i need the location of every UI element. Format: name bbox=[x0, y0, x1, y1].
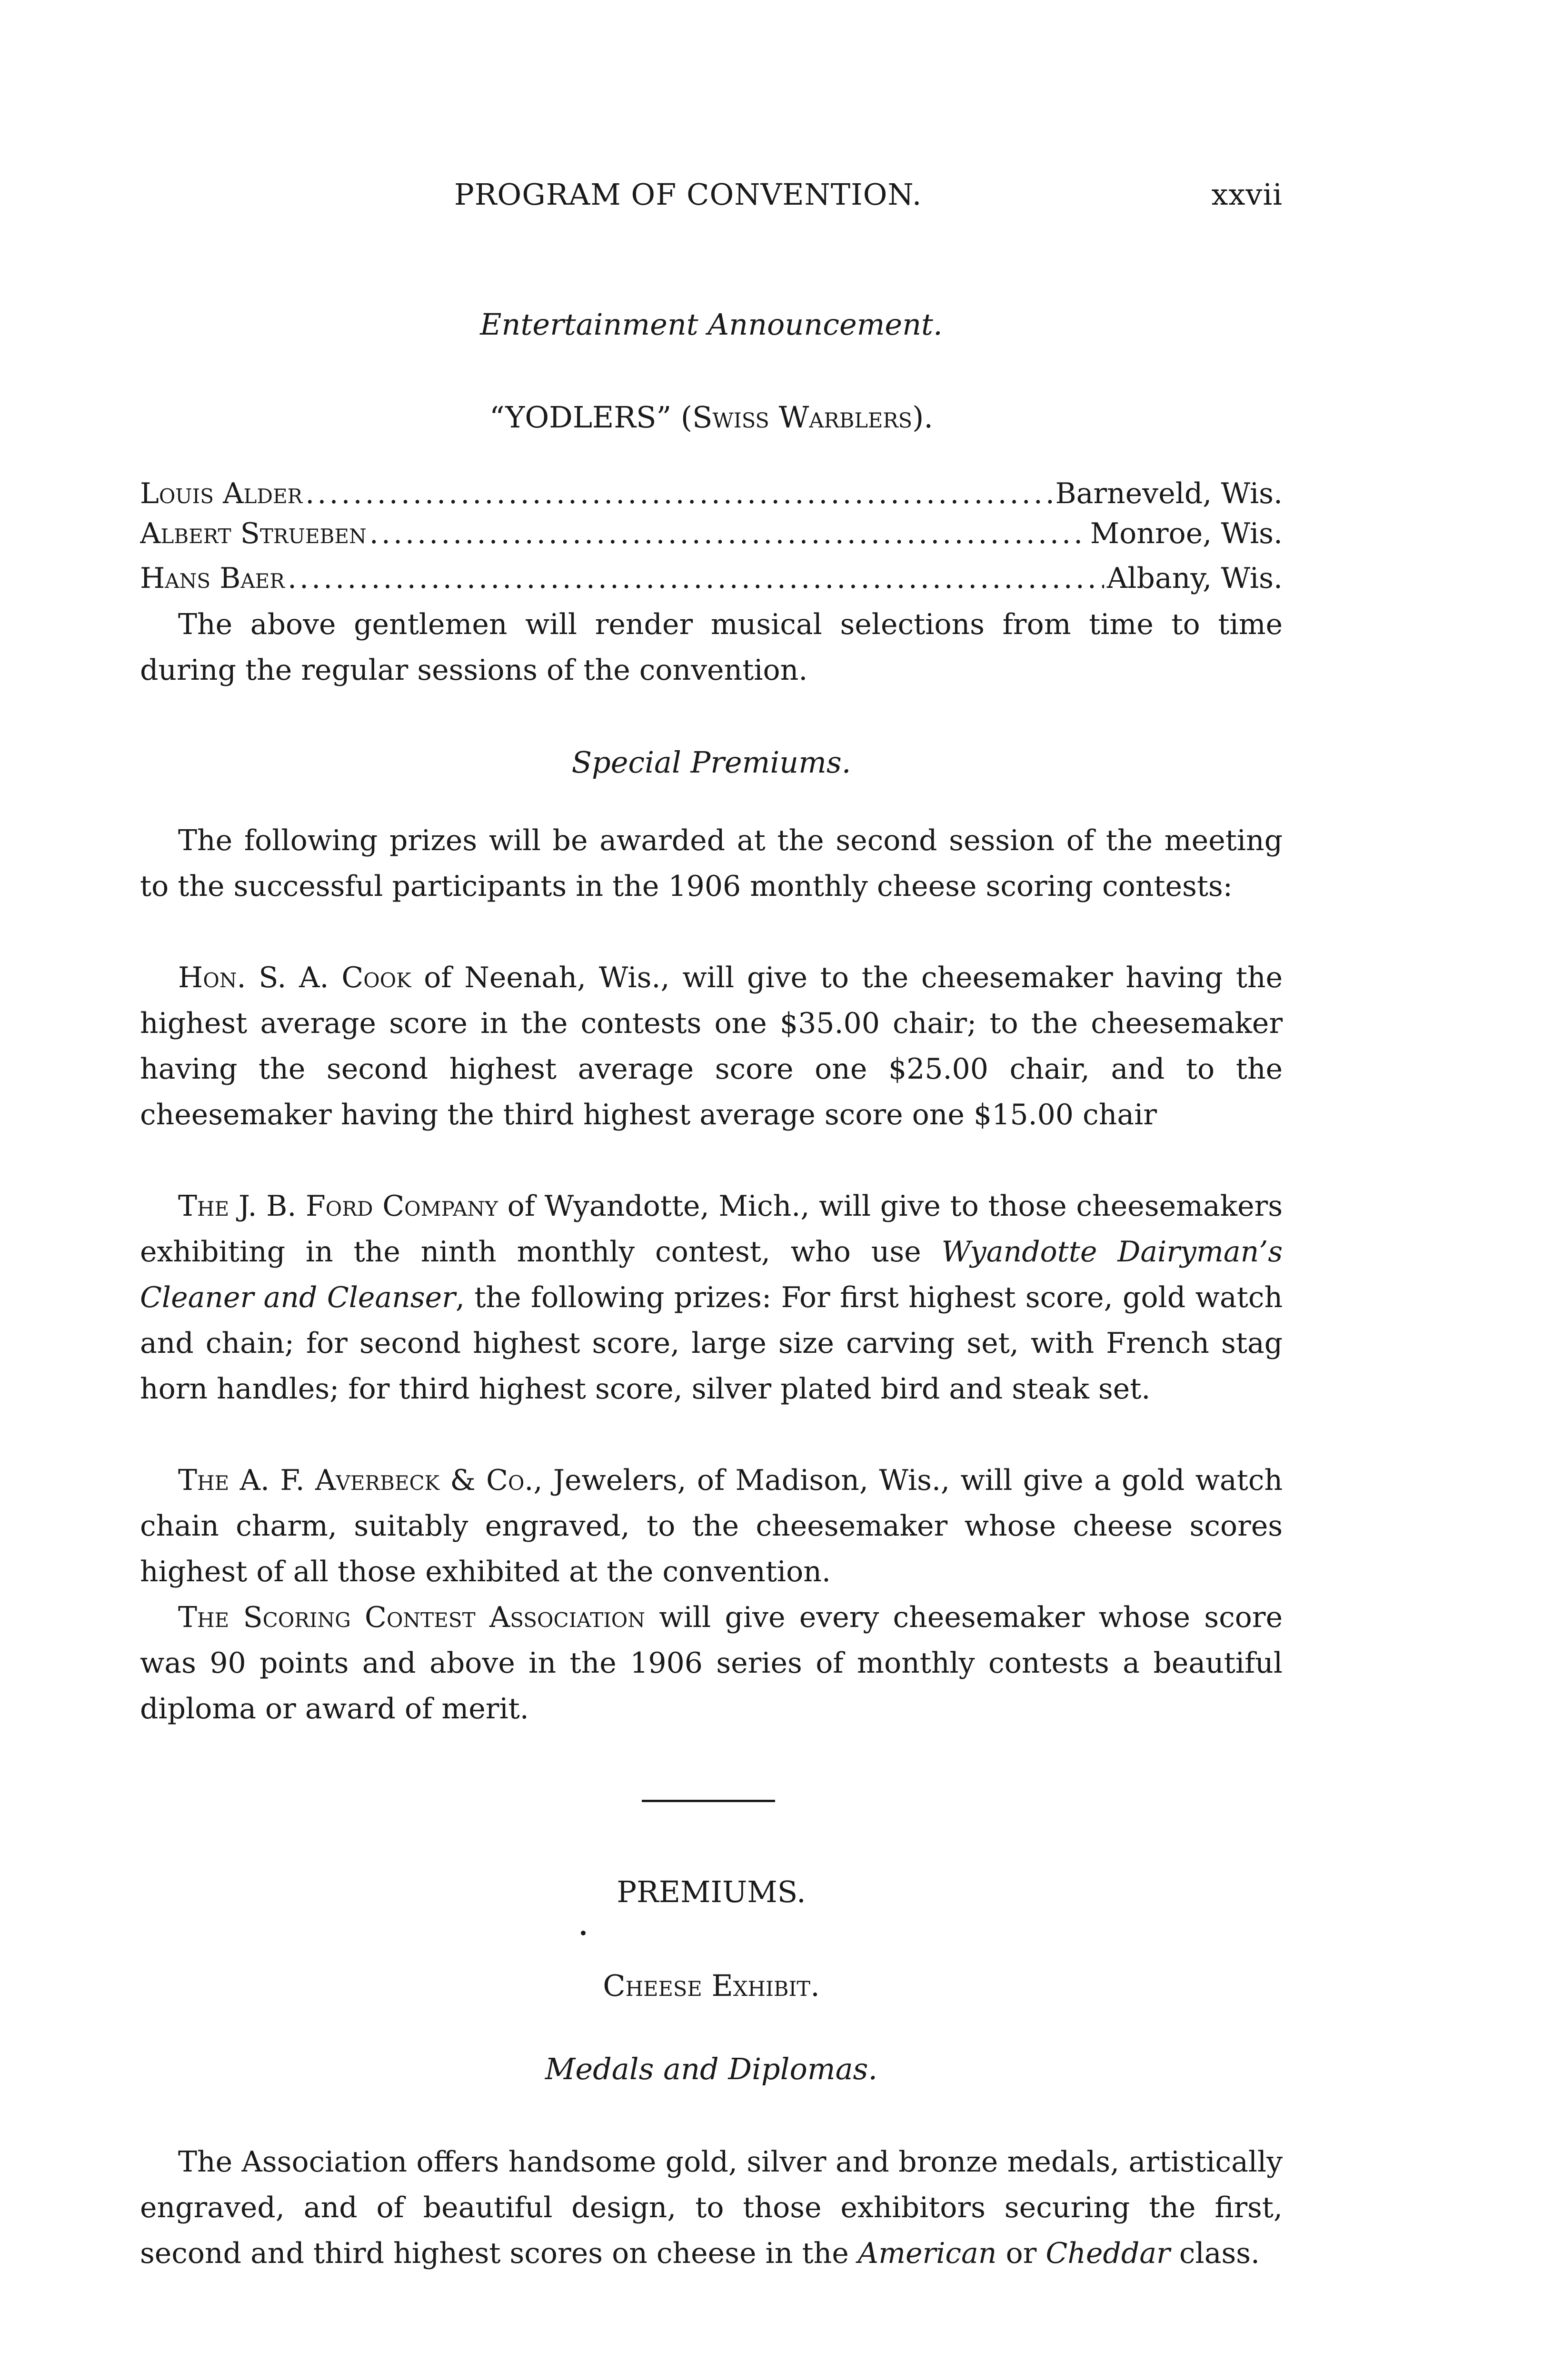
special-premiums-intro: The following prizes will be awarded at the second session of the meeting to the successful participants in the 1906 monthly cheese scoring contests: bbox=[140, 824, 1283, 903]
premium-paragraph-cook bbox=[140, 955, 1283, 1138]
premium-paragraph-association bbox=[140, 1595, 1283, 1732]
premium-paragraph-ford bbox=[140, 1183, 1283, 1412]
premium-text: , Jewelers, of Madison, Wis., will give a gold watch chain charm, suitably engraved, to the cheesemaker whose cheese scores highest of all those exhibited at the convention. bbox=[140, 1464, 1283, 1588]
running-head bbox=[140, 177, 1283, 215]
performer-place: Monroe, Wis. bbox=[1090, 517, 1283, 550]
performer-name: Louis Alder bbox=[140, 477, 303, 510]
medals-text: class. bbox=[1170, 2237, 1260, 2270]
document-page bbox=[140, 0, 1283, 2380]
premiums-heading: PREMIUMS. bbox=[617, 1874, 806, 1909]
premium-text: , the following prizes: For first highest score, gold watch and chain; for second highest score, large size carving set, with French stag horn handles; for third highest score, silver plated bird and steak set. bbox=[140, 1281, 1283, 1406]
medals-text: or bbox=[996, 2237, 1046, 2270]
performer-name: Albert Strueben bbox=[140, 517, 367, 550]
performer-name: Hans Baer bbox=[140, 562, 285, 595]
donor-name: The J. B. Ford Company bbox=[178, 1190, 498, 1223]
special-premiums-heading: Special Premiums. bbox=[571, 745, 851, 780]
donor-name: The Scoring Contest Association bbox=[178, 1601, 645, 1634]
dot-leader bbox=[305, 477, 1052, 510]
performer-row bbox=[140, 562, 1283, 600]
entertainment-heading: Entertainment Announcement. bbox=[480, 307, 943, 342]
dot-leader bbox=[369, 517, 1087, 550]
medals-text: The Association offers handsome gold, silver and bronze medals, artistically engraved, and of beautiful design, to those exhibitors securing the first, second and third highest scores on cheese in the bbox=[140, 2145, 1283, 2270]
class-name-american: American bbox=[857, 2237, 997, 2270]
running-head-title: PROGRAM OF CONVENTION. bbox=[454, 177, 922, 212]
entertainment-note: The above gentlemen will render musical selections from time to time during the regular sessions of the convention. bbox=[140, 608, 1283, 687]
product-name: Wyandotte Dairyman’s Cleaner and Cleanser bbox=[140, 1235, 1283, 1314]
performer-row bbox=[140, 477, 1283, 515]
cheese-exhibit-heading: Cheese Exhibit. bbox=[603, 1968, 820, 2003]
medals-paragraph bbox=[140, 2139, 1283, 2276]
medals-diplomas-heading: Medals and Diplomas. bbox=[545, 2052, 878, 2086]
premium-paragraph-averbeck bbox=[140, 1458, 1283, 1595]
premium-text: will give every cheesemaker whose score was 90 points and above in the 1906 series of monthly contests a beautiful diploma or award of merit. bbox=[140, 1601, 1283, 1726]
dot-leader bbox=[288, 562, 1104, 595]
premium-text: of Wyandotte, Mich., will give to those cheesemakers exhibiting in the ninth monthly contest, who use bbox=[140, 1190, 1283, 1269]
class-name-cheddar: Cheddar bbox=[1046, 2237, 1170, 2270]
yodlers-title: “YODLERS” (Swiss Warblers). bbox=[489, 400, 934, 435]
section-divider bbox=[642, 1800, 775, 1802]
performer-place: Albany, Wis. bbox=[1106, 562, 1283, 595]
stray-mark bbox=[581, 1931, 586, 1935]
performer-place: Barneveld, Wis. bbox=[1055, 477, 1283, 510]
premium-text: of Neenah, Wis., will give to the cheesemaker having the highest average score in the contests one $35.00 chair; to the cheesemaker having the second highest average score one $25.00 chair, and to the cheesemaker having the third highest average score one $15.00 chair bbox=[140, 961, 1283, 1131]
donor-name: The A. F. Averbeck & Co. bbox=[178, 1464, 534, 1497]
performer-row bbox=[140, 517, 1283, 555]
donor-name: Hon. S. A. Cook bbox=[178, 961, 411, 994]
page-number: xxvii bbox=[1211, 177, 1283, 212]
